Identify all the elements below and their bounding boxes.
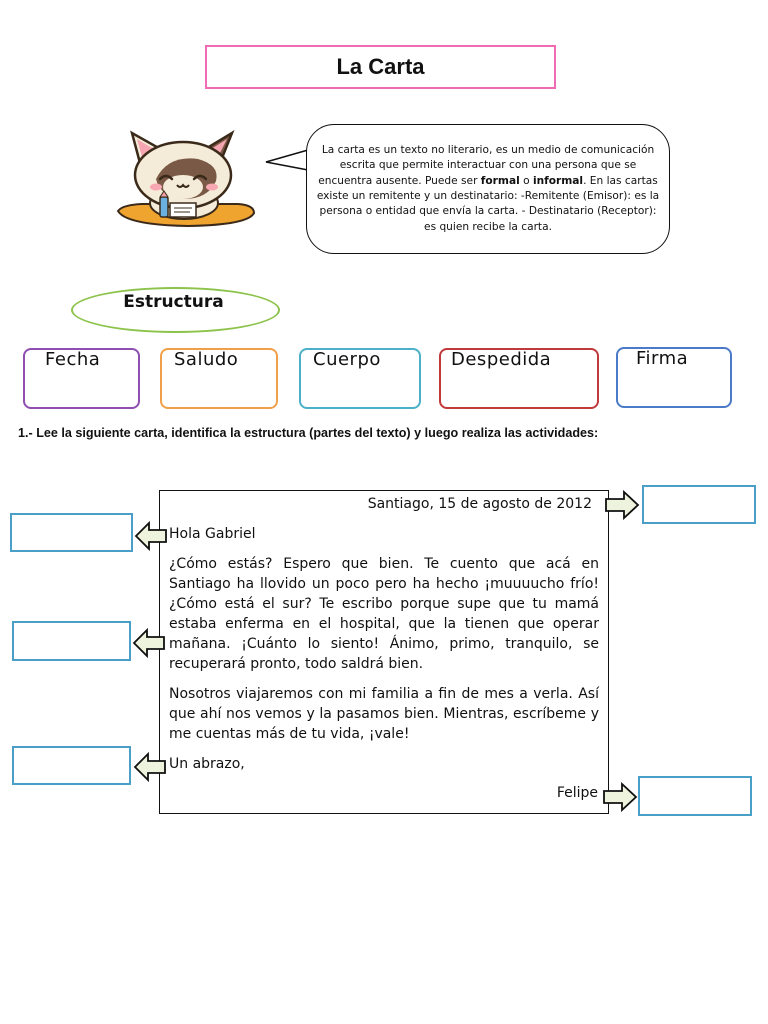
arrow-left-icon	[133, 752, 167, 782]
arrow-left-icon	[134, 521, 168, 551]
answer-box-date[interactable]	[642, 485, 756, 524]
page-title: La Carta	[336, 54, 425, 79]
structure-label-despedida: Despedida	[451, 349, 552, 370]
title-box	[205, 45, 556, 89]
structure-label-cuerpo: Cuerpo	[313, 349, 381, 370]
activity-instruction: 1.- Lee la siguiente carta, identifica la estructura (partes del texto) y luego realiza las actividades:	[18, 426, 599, 440]
answer-box-signature[interactable]	[638, 776, 752, 816]
letter-body-paragraph-1: ¿Cómo estás? Espero que bien. Te cuento que acá en Santiago ha llovido un poco pero ha hecho ¡muuuucho frío! ¿Cómo está el sur? Te escribo porque supe que tu mamá estaba enferma en el hospital, que la tienen que operar mañana. ¡Cuánto lo siento! Ánimo, primo, tranquilo, se recuperará pronto, todo saldrá bien.	[169, 556, 599, 672]
letter-greeting: Hola Gabriel	[169, 526, 256, 542]
definition-speech-bubble	[306, 124, 670, 254]
answer-box-greeting[interactable]	[10, 513, 133, 552]
letter-signature: Felipe	[556, 785, 598, 801]
structure-label-saludo: Saludo	[174, 349, 239, 370]
letter-box	[159, 490, 609, 814]
letter-closing: Un abrazo,	[169, 756, 245, 772]
estructura-heading: Estructura	[123, 292, 224, 312]
definition-text: La carta es un texto no literario, es un medio de comunicación escrita que permite interactuar con una persona que se encuentra ausente. Puede ser formal o informal. En las cartas existe un remitente y un destinatario: -Remitente (Emisor): es la persona o entidad que envía la carta. - Destinatario (Receptor): es quien recibe la carta.	[316, 143, 660, 233]
letter-body-paragraph-2: Nosotros viajaremos con mi familia a fin de mes a verla. Así que ahí nos vemos y la pasamos bien. Mientras, escríbeme y me cuentas más de tu vida, ¡vale!	[169, 686, 599, 742]
answer-box-closing[interactable]	[12, 746, 131, 785]
answer-box-body[interactable]	[12, 621, 131, 661]
cat-mascot-illustration	[112, 125, 257, 240]
arrow-right-icon	[602, 782, 638, 812]
arrow-right-icon	[604, 490, 640, 520]
arrow-left-icon	[132, 628, 166, 658]
letter-date: Santiago, 15 de agosto de 2012	[367, 496, 592, 512]
structure-label-firma: Firma	[636, 348, 689, 369]
keyword-formal: formal	[480, 174, 520, 187]
speech-bubble-tail	[262, 140, 312, 180]
structure-label-fecha: Fecha	[45, 349, 101, 370]
keyword-informal: informal	[532, 174, 584, 187]
